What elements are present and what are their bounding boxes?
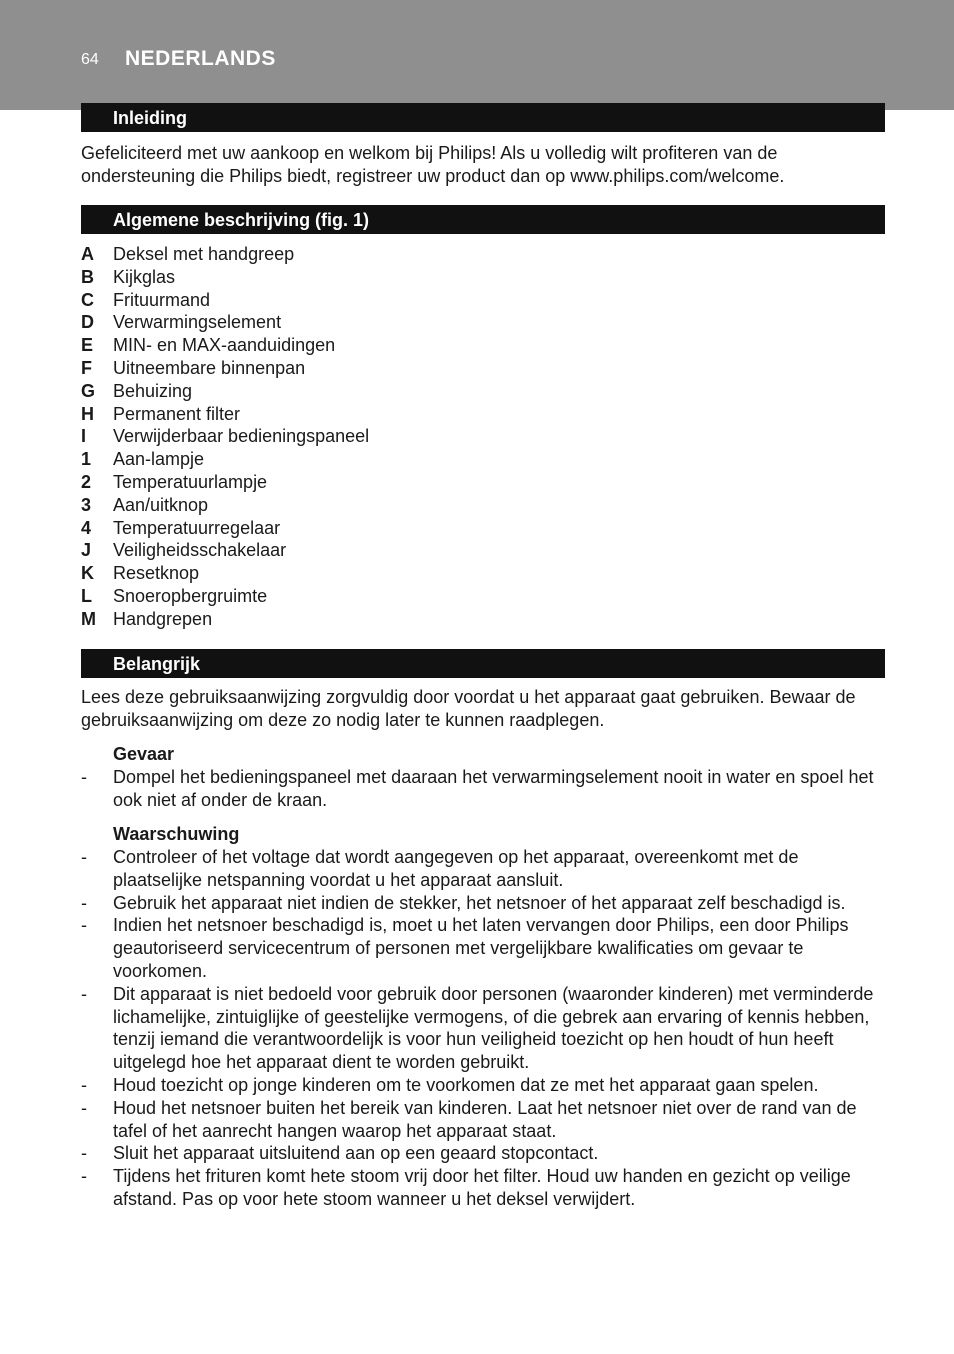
bullet-item: [81, 766, 881, 812]
part-key: 1: [81, 449, 92, 470]
part-key: 4: [81, 517, 92, 538]
part-label: Kijkglas: [113, 266, 176, 287]
part-label: Behuizing: [113, 380, 193, 401]
part-label: Aan/uitknop: [113, 494, 209, 515]
bullet-dash: -: [81, 847, 87, 867]
bullet-text: Indien het netsnoer beschadigd is, moet u het laten vervangen door Philips, een door Philips geautoriseerd servicecentrum of personen met vergelijkbare kwalificaties om gevaar te voorkomen.: [113, 915, 849, 981]
part-item: [81, 334, 885, 357]
section-header-intro: [81, 103, 885, 132]
bullet-dash: -: [81, 892, 87, 913]
part-item: [81, 517, 885, 540]
part-label: Permanent filter: [113, 403, 241, 424]
part-label: Veiligheidsschakelaar: [113, 540, 287, 561]
intro-paragraph: Gefeliciteerd met uw aankoop en welkom bij Philips! Als u volledig wilt profiteren van de ondersteuning die Philips biedt, registreer uw product dan op www.philips.com/welcome.: [81, 143, 785, 186]
bullet-dash: -: [81, 915, 87, 936]
part-item: [81, 471, 885, 494]
part-key: 2: [81, 471, 92, 492]
part-item: [81, 608, 885, 631]
danger-list: [81, 766, 881, 812]
part-label: Deksel met handgreep: [113, 244, 295, 264]
bullet-item: [81, 1165, 881, 1211]
part-label: Frituurmand: [113, 289, 211, 310]
bullet-dash: -: [81, 767, 87, 787]
section-title: Inleiding: [113, 108, 187, 128]
bullet-text: Tijdens het frituren komt hete stoom vrij door het filter. Houd uw handen en gezicht op veilige afstand. Pas op voor hete stoom wanneer u het deksel verwijdert.: [113, 1166, 851, 1209]
warning-list: [81, 846, 881, 1211]
bullet-text: Gebruik het apparaat niet indien de stekker, het netsnoer of het apparaat zelf beschadigd is.: [113, 892, 846, 913]
part-label: Snoeropbergruimte: [113, 585, 268, 606]
part-key: E: [81, 335, 94, 356]
bullet-item: [81, 914, 881, 982]
part-key: M: [81, 608, 96, 629]
bullet-item: [81, 846, 881, 892]
part-item: [81, 380, 885, 403]
parts-list: [81, 243, 885, 631]
page-header: [0, 0, 954, 110]
part-label: Aan-lampje: [113, 449, 205, 470]
part-item: [81, 357, 885, 380]
part-key: A: [81, 244, 94, 264]
part-item: [81, 289, 885, 312]
danger-heading: Gevaar: [113, 744, 175, 764]
bullet-item: [81, 1142, 881, 1165]
bullet-text: Houd toezicht op jonge kinderen om te voorkomen dat ze met het apparaat gaan spelen.: [113, 1074, 819, 1095]
part-key: I: [81, 426, 87, 447]
bullet-dash: -: [81, 1097, 87, 1118]
section-title: Algemene beschrijving (fig. 1): [113, 210, 370, 230]
bullet-text: Dit apparaat is niet bedoeld voor gebruik door personen (waaronder kinderen) met verminderde lichamelijke, zintuiglijke of geestelijke vermogens, of die gebrek aan ervaring of kennis hebben, tenzij iemand die verantwoordelijk is voor hun veiligheid toezicht op hen houdt of hun heeft uitgelegd hoe het apparaat dient te worden gebruikt.: [113, 983, 874, 1073]
part-item: [81, 311, 885, 334]
part-item: [81, 494, 885, 517]
part-key: H: [81, 403, 94, 424]
part-item: [81, 585, 885, 608]
part-item: [81, 403, 885, 426]
bullet-dash: -: [81, 1166, 87, 1187]
page-number: 64: [81, 51, 99, 68]
part-label: Temperatuurregelaar: [113, 517, 281, 538]
bullet-item: [81, 983, 881, 1074]
part-label: Verwarmingselement: [113, 312, 282, 333]
part-key: K: [81, 563, 94, 584]
part-item: [81, 243, 885, 266]
bullet-text: Houd het netsnoer buiten het bereik van kinderen. Laat het netsnoer niet over de rand van de tafel of het aanrecht hangen waarop het apparaat staat.: [113, 1097, 857, 1141]
part-item: [81, 448, 885, 471]
section-title: Belangrijk: [113, 654, 201, 674]
part-label: Uitneembare binnenpan: [113, 357, 306, 378]
part-key: B: [81, 266, 94, 287]
part-key: C: [81, 289, 94, 310]
part-label: MIN- en MAX-aanduidingen: [113, 335, 336, 356]
part-item: [81, 562, 885, 585]
section-header-description: [81, 205, 885, 234]
part-key: L: [81, 585, 92, 606]
part-key: G: [81, 380, 96, 401]
part-key: F: [81, 357, 92, 378]
part-label: Temperatuurlampje: [113, 471, 268, 492]
part-item: [81, 266, 885, 289]
section-header-important: [81, 649, 885, 678]
part-key: D: [81, 312, 94, 333]
part-key: 3: [81, 494, 92, 515]
warning-heading: Waarschuwing: [113, 824, 240, 844]
bullet-dash: -: [81, 1074, 87, 1095]
bullet-text: Sluit het apparaat uitsluitend aan op een geaard stopcontact.: [113, 1143, 599, 1164]
bullet-text: Dompel het bedieningspaneel met daaraan het verwarmingselement nooit in water en spoel het ook niet af onder de kraan.: [113, 767, 874, 810]
bullet-text: Controleer of het voltage dat wordt aangegeven op het apparaat, overeenkomt met de plaatselijke netspanning voordat u het apparaat aansluit.: [113, 847, 799, 890]
part-item: [81, 425, 885, 448]
important-paragraph: Lees deze gebruiksaanwijzing zorgvuldig door voordat u het apparaat gaat gebruiken. Bewaar de gebruiksaanwijzing om deze zo nodig later te kunnen raadplegen.: [81, 687, 856, 730]
bullet-item: [81, 1097, 881, 1143]
bullet-dash: -: [81, 983, 87, 1004]
part-label: Verwijderbaar bedieningspaneel: [113, 426, 370, 447]
part-item: [81, 539, 885, 562]
part-label: Handgrepen: [113, 608, 213, 629]
part-label: Resetknop: [113, 563, 200, 584]
bullet-item: [81, 892, 881, 915]
bullet-item: [81, 1074, 881, 1097]
part-key: J: [81, 540, 92, 561]
language-title: NEDERLANDS: [125, 47, 276, 70]
bullet-dash: -: [81, 1143, 87, 1164]
